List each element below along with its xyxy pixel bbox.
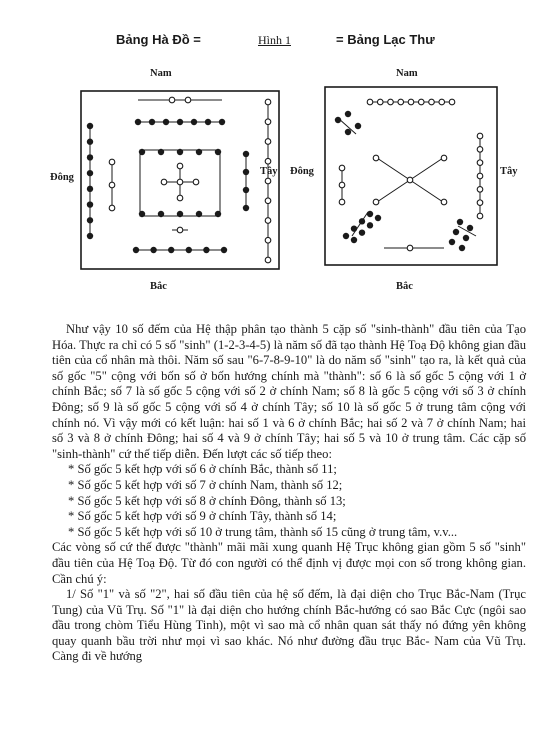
- lacthu-dot-9: [439, 99, 445, 105]
- hado-dot-9: [265, 99, 271, 105]
- lacthu-dot-8b: [359, 229, 365, 235]
- hado-dot-3: [109, 182, 115, 188]
- hado-dot-5: [193, 179, 199, 185]
- hado-dot-5-center: [177, 179, 183, 185]
- hado-dot-9: [265, 198, 271, 204]
- bullet-5: * Số gốc 5 kết hợp với số 10 ở trung tâm, thành số 15 cũng ở trung tâm, v.v...: [68, 524, 458, 539]
- lacthu-dot-9: [408, 99, 414, 105]
- hado-dot-6: [186, 247, 192, 253]
- hado-dot-8: [87, 170, 93, 176]
- bullet-2: * Số gốc 5 kết hợp với số 7 ở chính Nam, thành số 12;: [68, 477, 343, 492]
- hado-label-north: Nam: [150, 68, 172, 79]
- hado-dot-8: [87, 139, 93, 145]
- lacthu-label-west: Đông: [290, 166, 314, 177]
- hado-dot-10b: [177, 211, 183, 217]
- bullet-4: * Số gốc 5 kết hợp với số 9 ở chính Tây, thành số 14;: [68, 509, 337, 524]
- lacthu-dot-5: [441, 155, 447, 161]
- lacthu-dot-9: [429, 99, 435, 105]
- lacthu-dot-4: [335, 117, 341, 123]
- hado-dot-10a: [158, 149, 164, 155]
- hado-dot-10b: [139, 211, 145, 217]
- paragraph-2: Các vòng số cứ thế được "thành" mãi mãi xung quanh Hệ Trục không gian gồm 5 số "sinh" đầu tiên của Hệ Toạ Độ. Từ đó con người có thể định vị được mọi con số trong không gian. Cần chú ý:: [52, 540, 526, 586]
- hado-dot-2: [169, 97, 175, 103]
- lacthu-dot-8b: [367, 222, 373, 228]
- hado-dot-9: [265, 257, 271, 263]
- lacthu-dot-6: [459, 245, 465, 251]
- lacthu-dot-8b: [375, 215, 381, 221]
- hado-dot-9: [265, 158, 271, 164]
- hado-dot-10a: [177, 149, 183, 155]
- lacthu-dot-4: [345, 111, 351, 117]
- lacthu-dot-7: [477, 213, 483, 219]
- hado-dot-7: [163, 119, 169, 125]
- lacthu-dot-1: [407, 245, 413, 251]
- hado-dot-6: [203, 247, 209, 253]
- hado-dot-9: [265, 119, 271, 125]
- lacthu-label-south: Bắc: [396, 281, 413, 292]
- lacthu-dot-5: [441, 199, 447, 205]
- lacthu-dot-7: [477, 173, 483, 179]
- hado-dot-6: [133, 247, 139, 253]
- lacthu-dot-9: [367, 99, 373, 105]
- hado-dot-4: [243, 151, 249, 157]
- lacthu-dot-7: [477, 187, 483, 193]
- lacthu-dot-5-center: [407, 177, 413, 183]
- bullet-1: * Số gốc 5 kết hợp với số 6 ở chính Bắc, thành số 11;: [68, 462, 337, 477]
- hado-dot-8: [87, 217, 93, 223]
- hado-dot-10b: [215, 211, 221, 217]
- hado-dot-5: [177, 195, 183, 201]
- hado-dot-7: [135, 119, 141, 125]
- lacthu-dot-5: [373, 199, 379, 205]
- hado-dot-5: [177, 163, 183, 169]
- lacthu-dot-7: [477, 133, 483, 139]
- lacthu-dot-7: [477, 200, 483, 206]
- hado-title: Bảng Hà Đồ =: [116, 32, 201, 47]
- lacthu-label-east: Tây: [500, 166, 518, 177]
- lacthu-diagram: [324, 86, 498, 266]
- hado-dot-10b: [196, 211, 202, 217]
- hado-dot-8: [87, 233, 93, 239]
- lacthu-dot-8a: [351, 225, 357, 231]
- hado-dot-7: [149, 119, 155, 125]
- hado-dot-6: [150, 247, 156, 253]
- hado-dot-10b: [158, 211, 164, 217]
- bullet-3: * Số gốc 5 kết hợp với số 8 ở chính Đông, thành số 13;: [68, 493, 346, 508]
- lacthu-dot-3: [339, 165, 345, 171]
- lacthu-dot-9: [449, 99, 455, 105]
- lacthu-dot-8a: [359, 218, 365, 224]
- hado-dot-4: [243, 205, 249, 211]
- hado-dot-3: [109, 205, 115, 211]
- hado-dot-9: [265, 139, 271, 145]
- paragraph-1: Như vậy 10 số đếm của Hệ thập phân tạo thành 5 cặp số "sinh-thành" đầu tiên của Tạo Hóa. Thực ra chỉ có 5 số "sinh" (1-2-3-4-5) là năm số đã tạo thành Hệ Toạ Độ không gian đầu tiên của cổ nhân mà thôi. Năm số sau "6-7-8-9-10" là do năm số "sinh" tạo ra, là kết quả của số gốc "5" cộng với bốn số ở bốn hướng chính mà "thành": số 6 là số gốc 5 cộng với 1 ở chính Bắc; số 7 là số gốc 5 cộng với số 2 ở chính Nam; số 8 là gốc 5 cộng với số 3 ở chính Đông; số 9 là số gốc 5 cộng với số 4 ở chính Tây; số 10 là số gốc 5 ở trung tâm cộng với chính nó. Vì vậy mới có kết luận: hai số 1 và 6 ở chính Bắc; hai số 2 và 7 ở chính Nam; hai số 3 và 8 ở chính Đông; hai số 4 và 9 ở chính Tây; hai số 5 và 10 ở trung tâm. Các cặp số "sinh-thành" cứ thế tiếp diễn. Đến lượt các số tiếp theo:: [52, 322, 526, 461]
- lacthu-title: = Bảng Lạc Thư: [336, 32, 435, 47]
- lacthu-dot-3: [339, 199, 345, 205]
- figure-caption: Hình 1: [258, 33, 291, 47]
- lacthu-dot-9: [398, 99, 404, 105]
- lacthu-dot-8b: [351, 237, 357, 243]
- lacthu-dot-9: [418, 99, 424, 105]
- hado-dot-7: [205, 119, 211, 125]
- hado-dot-7: [177, 119, 183, 125]
- lacthu-dot-8a: [343, 233, 349, 239]
- hado-dot-10a: [215, 149, 221, 155]
- hado-dot-6: [221, 247, 227, 253]
- hado-dot-8: [87, 186, 93, 192]
- lacthu-dot-6: [449, 239, 455, 245]
- hado-dot-7: [191, 119, 197, 125]
- lacthu-dot-3: [339, 182, 345, 188]
- hado-dot-7: [219, 119, 225, 125]
- hado-dot-9: [265, 218, 271, 224]
- lacthu-dot-8a: [367, 211, 373, 217]
- lacthu-dot-7: [477, 160, 483, 166]
- hado-dot-8: [87, 201, 93, 207]
- lacthu-dot-4: [355, 123, 361, 129]
- lacthu-dot-7: [477, 147, 483, 153]
- body-text: [52, 322, 526, 665]
- hado-dot-8: [87, 154, 93, 160]
- hado-dot-10a: [139, 149, 145, 155]
- hado-dot-4: [243, 187, 249, 193]
- hado-dot-3: [109, 159, 115, 165]
- lacthu-label-north: Nam: [396, 68, 418, 79]
- hado-dot-6: [168, 247, 174, 253]
- hado-dot-9: [265, 237, 271, 243]
- hado-diagram: [80, 90, 280, 270]
- hado-dot-10a: [196, 149, 202, 155]
- paragraph-3: 1/ Số "1" và số "2", hai số đầu tiên của hệ số đếm, là đại diện cho Trục Bắc-Nam (Trục Tung) của Vũ Trụ. Số "1" là đại diện cho hướng chính Bắc-hướng có sao Bắc Cực (ngôi sao đầu trong chòm Tiểu Hùng Tinh), một vì sao mà cổ nhân quan sát thấy nó đứng yên không quay quanh bầu trời như mọi vì sao khác. Nó như đường đầu trục Bắc- Nam của Vũ Trụ. Càng đi về hướng: [52, 587, 526, 664]
- hado-dot-1: [177, 227, 183, 233]
- hado-dot-2: [185, 97, 191, 103]
- hado-dot-9: [265, 178, 271, 184]
- hado-dot-8: [87, 123, 93, 129]
- lacthu-dot-9: [388, 99, 394, 105]
- hado-label-south: Bắc: [150, 281, 167, 292]
- lacthu-dot-6: [467, 225, 473, 231]
- hado-label-east: Tây: [260, 166, 278, 177]
- hado-dot-4: [243, 169, 249, 175]
- lacthu-dot-4: [345, 129, 351, 135]
- lacthu-dot-6: [457, 219, 463, 225]
- lacthu-dot-6: [453, 229, 459, 235]
- lacthu-dot-9: [377, 99, 383, 105]
- hado-label-west: Đông: [50, 172, 74, 183]
- lacthu-dot-6: [463, 235, 469, 241]
- hado-dot-5: [161, 179, 167, 185]
- lacthu-dot-5: [373, 155, 379, 161]
